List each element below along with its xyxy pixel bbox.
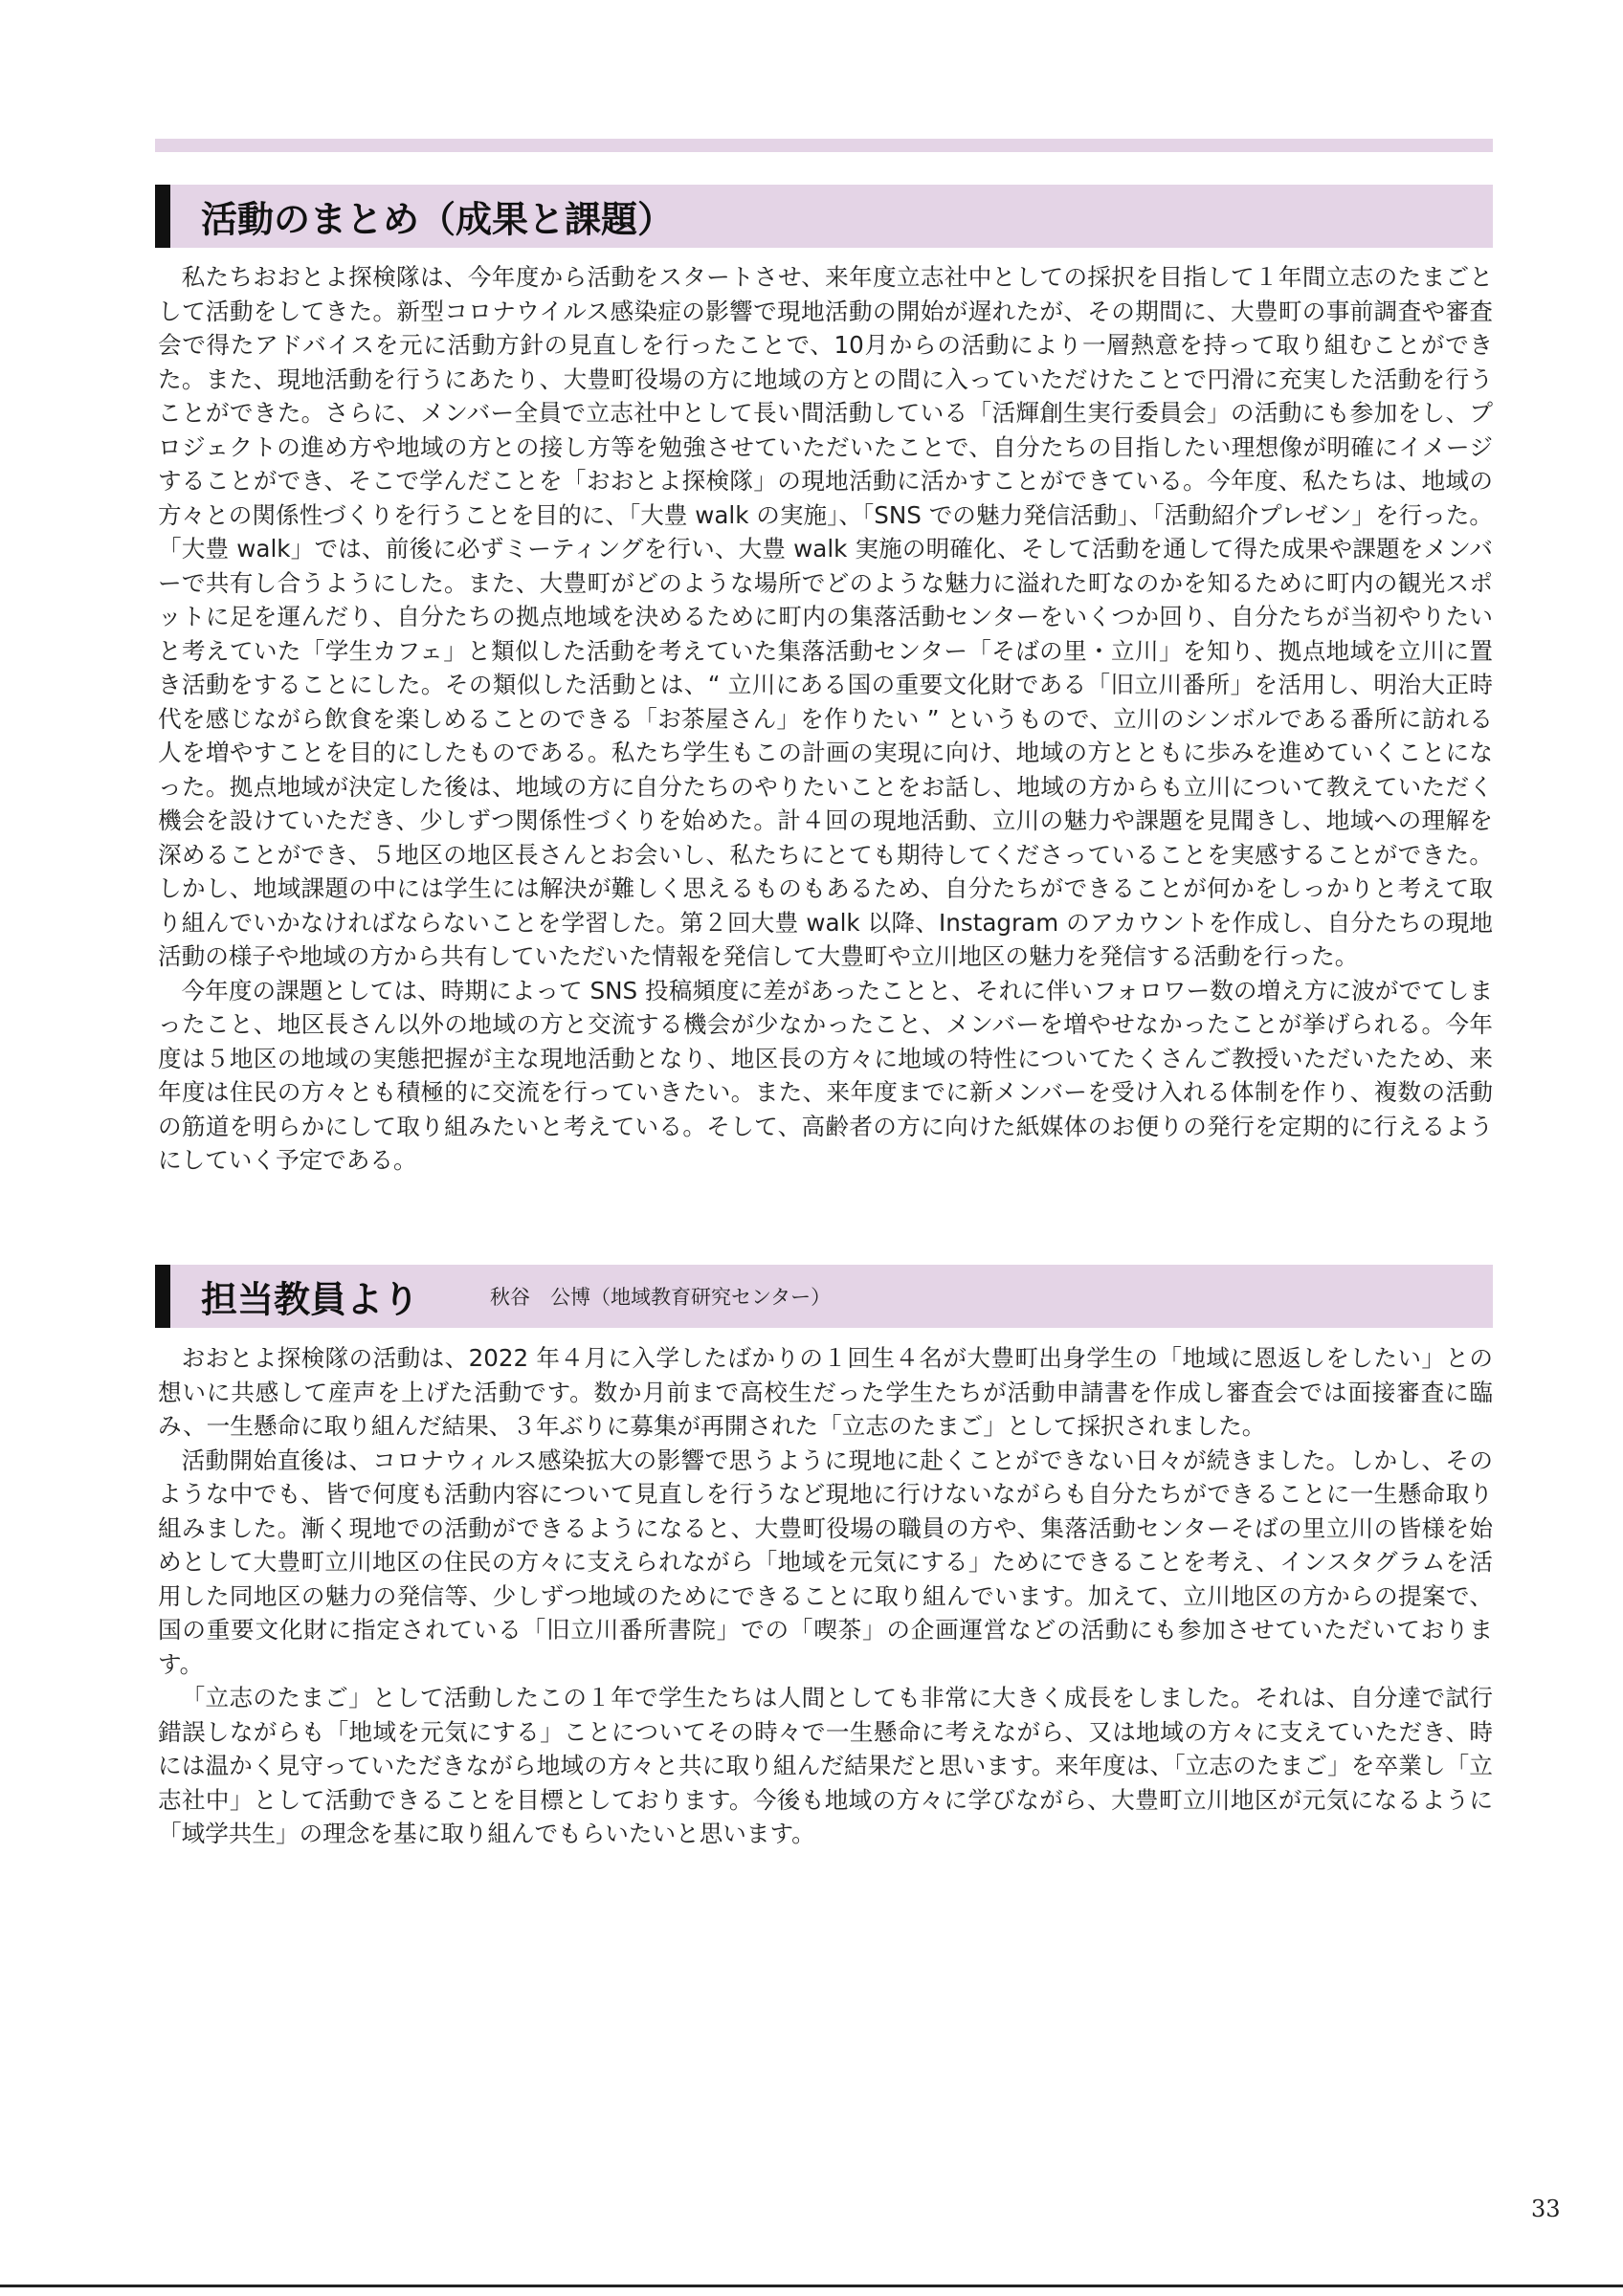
heading-bar	[155, 185, 170, 248]
teacher-body	[158, 1341, 1493, 1851]
bottom-rule	[0, 2285, 1623, 2287]
paragraph: 活動開始直後は、コロナウィルス感染拡大の影響で思うように現地に赴くことができない日々が続きました。しかし、そのような中でも、皆で何度も活動内容について見直しを行うなど現地に行けないながらも自分たちができることに一生懸命取り組みました。漸く現地での活動ができるようになると、大豊町役場の職員の方や、集落活動センターそばの里立川の皆様を始めとして大豊町立川地区の住民の方々に支えられながら「地域を元気にする」ためにできることを考え、インスタグラムを活用した同地区の魅力の発信等、少しずつ地域のためにできることに取り組んでいます。加えて、立川地区の方からの提案で、国の重要文化財に指定されている「旧立川番所書院」での「喫茶」の企画運営などの活動にも参加させていただいております。	[158, 1446, 1493, 1678]
author-name: 秋谷 公博（地域教育研究センター）	[490, 1286, 832, 1309]
section-heading-teacher	[155, 1265, 1493, 1328]
section-title: 活動のまとめ（成果と課題）	[201, 198, 675, 241]
top-decorative-rule	[155, 139, 1493, 152]
section-title: 担当教員より	[201, 1278, 420, 1321]
paragraph: おおとよ探検隊の活動は、2022 年４月に入学したばかりの１回生４名が大豊町出身学生の「地域に恩返しをしたい」との想いに共感して産声を上げた活動です。数か月前まで高校生だった学生たちが活動申請書を作成し審査会では面接審査に臨み、一生懸命に取り組んだ結果、３年ぶりに募集が再開された「立志のたまご」として採択されました。	[158, 1344, 1493, 1440]
paragraph: 今年度の課題としては、時期によって SNS 投稿頻度に差があったことと、それに伴いフォロワー数の増え方に波がでてしまったこと、地区長さん以外の地域の方と交流する機会が少なかったこと、メンバーを増やせなかったことが挙げられる。今年度は５地区の地域の実態把握が主な現地活動となり、地区長の方々に地域の特性についてたくさんご教授いただいたため、来年度は住民の方々とも積極的に交流を行っていきたい。また、来年度までに新メンバーを受け入れる体制を作り、複数の活動の筋道を明らかにして取り組みたいと考えている。そして、高齢者の方に向けた紙媒体のお便りの発行を定期的に行えるようにしていく予定である。	[158, 976, 1493, 1174]
section-heading-summary	[155, 185, 1493, 248]
paragraph: 私たちおおとよ探検隊は、今年度から活動をスタートさせ、来年度立志社中としての採択を目指して１年間立志のたまごとして活動をしてきた。新型コロナウイルス感染症の影響で現地活動の開始が遅れたが、その期間に、大豊町の事前調査や審査会で得たアドバイスを元に活動方針の見直しを行ったことで、10月からの活動により一層熱意を持って取り組むことができた。また、現地活動を行うにあたり、大豊町役場の方に地域の方との間に入っていただけたことで円滑に充実した活動を行うことができた。さらに、メンバー全員で立志社中として長い間活動している「活輝創生実行委員会」の活動にも参加をし、プロジェクトの進め方や地域の方との接し方等を勉強させていただいたことで、自分たちの目指したい理想像が明確にイメージすることができ、そこで学んだことを「おおとよ探検隊」の現地活動に活かすことができている。今年度、私たちは、地域の方々との関係性づくりを行うことを目的に、「大豊 walk の実施」、「SNS での魅力発信活動」、「活動紹介プレゼン」を行った。「大豊 walk」では、前後に必ずミーティングを行い、大豊 walk 実施の明確化、そして活動を通して得た成果や課題をメンバーで共有し合うようにした。また、大豊町がどのような場所でどのような魅力に溢れた町なのかを知るために町内の観光スポットに足を運んだり、自分たちの拠点地域を決めるために町内の集落活動センターをいくつか回り、自分たちが当初やりたいと考えていた「学生カフェ」と類似した活動を考えていた集落活動センター「そばの里・立川」を知り、拠点地域を立川に置き活動をすることにした。その類似した活動とは、“ 立川にある国の重要文化財である「旧立川番所」を活用し、明治大正時代を感じながら飲食を楽しめることのできる「お茶屋さん」を作りたい ” というもので、立川のシンボルである番所に訪れる人を増やすことを目的にしたものである。私たち学生もこの計画の実現に向け、地域の方とともに歩みを進めていくことになった。拠点地域が決定した後は、地域の方に自分たちのやりたいことをお話し、地域の方からも立川について教えていただく機会を設けていただき、少しずつ関係性づくりを始めた。計４回の現地活動、立川の魅力や課題を見聞きし、地域への理解を深めることができ、５地区の地区長さんとお会いし、私たちにとても期待してくださっていることを実感することができた。しかし、地域課題の中には学生には解決が難しく思えるものもあるため、自分たちができることが何かをしっかりと考えて取り組んでいかなければならないことを学習した。第２回大豊 walk 以降、Instagram のアカウントを作成し、自分たちの現地活動の様子や地域の方から共有していただいた情報を発信して大豊町や立川地区の魅力を発信する活動を行った。	[158, 263, 1493, 970]
paragraph: 「立志のたまご」として活動したこの１年で学生たちは人間としても非常に大きく成長をしました。それは、自分達で試行錯誤しながらも「地域を元気にする」ことについてその時々で一生懸命に考えながら、又は地域の方々に支えていただき、時には温かく見守っていただきながら地域の方々と共に取り組んだ結果だと思います。来年度は、「立志のたまご」を卒業し「立志社中」として活動できることを目標としております。今後も地域の方々に学びながら、大豊町立川地区が元気になるように「域学共生」の理念を基に取り組んでもらいたいと思います。	[158, 1684, 1493, 1847]
page-number: 33	[1531, 2196, 1561, 2222]
summary-body	[158, 260, 1493, 1178]
heading-bar	[155, 1265, 170, 1328]
